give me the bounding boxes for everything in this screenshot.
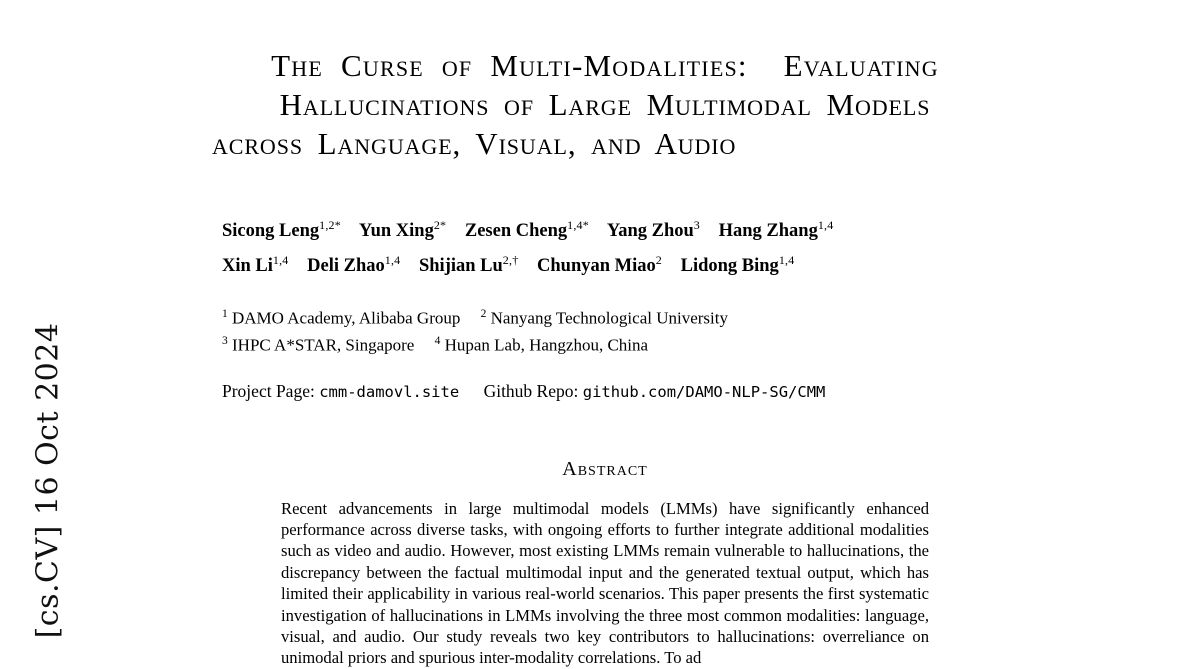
author-name: Xin Li <box>222 256 273 277</box>
abstract-body <box>281 498 929 669</box>
github-repo-label: Github Repo: <box>483 380 579 401</box>
page-title <box>210 46 1000 163</box>
arxiv-stamp <box>18 0 78 648</box>
affiliation-name: DAMO Academy, Alibaba Group <box>232 308 461 328</box>
author-affiliation-marker: 2,† <box>502 253 519 268</box>
affiliation-marker: 3 <box>222 334 228 347</box>
author-affiliation-marker: 1,4 <box>272 253 289 268</box>
affiliation-marker: 1 <box>222 308 228 321</box>
author-name: Zesen Cheng <box>464 221 568 242</box>
author-name: Yun Xing <box>358 221 434 242</box>
author-affiliation-marker: 2* <box>433 218 447 232</box>
arxiv-stamp-text: [cs.CV] 16 Oct 2024 <box>30 322 66 639</box>
author-name: Deli Zhao <box>307 256 385 277</box>
author-affiliation-marker: 1,4 <box>778 253 795 268</box>
paper-page <box>210 0 1000 668</box>
author-name: Hang Zhang <box>718 221 818 242</box>
affiliation-name: Hupan Lab, Hangzhou, China <box>444 335 649 355</box>
author-name: Yang Zhou <box>606 221 694 242</box>
author-affiliation-marker: 3 <box>693 218 700 232</box>
affiliation-marker: 4 <box>434 334 441 347</box>
abstract-heading: Abstract <box>562 457 648 480</box>
github-repo-link[interactable]: github.com/DAMO-NLP-SG/CMM <box>582 382 826 401</box>
author-affiliation-marker: 2 <box>655 253 662 268</box>
affiliation-name: IHPC A*STAR, Singapore <box>232 335 415 355</box>
author-name: Sicong Leng <box>222 221 320 242</box>
author-name: Chunyan Miao <box>537 256 656 277</box>
affiliation-list <box>210 303 1000 356</box>
title-line-2: Hallucinations of Large Multimodal Models <box>279 87 931 122</box>
project-page-label: Project Page: <box>222 380 315 401</box>
project-page-link[interactable]: cmm-damovl.site <box>319 382 460 401</box>
title-line-3: across Language, Visual, and Audio <box>212 126 737 161</box>
author-list <box>210 211 1000 281</box>
author-affiliation-marker: 1,2* <box>319 218 341 232</box>
resource-links <box>210 381 1000 402</box>
author-name: Lidong Bing <box>680 256 779 277</box>
author-name: Shijian Lu <box>418 256 503 277</box>
affiliation-marker: 2 <box>480 308 487 321</box>
abstract-paragraph: Recent advancements in large multimodal models (LMMs) have significantly enhanced performance across diverse tasks, with ongoing efforts to further integrate additional modalities such as video and audio. However, most existing LMMs remain vulnerable to hallucinations, the discrepancy between the factual multimodal input and the generated textual output, which has limited their applicability in various real-world scenarios. This paper presents the first systematic investigation of hallucinations in LMMs involving the three most common modalities: language, visual, and audio. Our study reveals two key contributors to hallucinations: overreliance on unimodal priors and spurious inter-modality correlations. To ad <box>281 498 929 668</box>
author-affiliation-marker: 1,4* <box>567 218 589 232</box>
author-affiliation-marker: 1,4 <box>817 218 834 232</box>
author-affiliation-marker: 1,4 <box>384 253 401 268</box>
affiliation-name: Nanyang Technological University <box>490 308 728 328</box>
title-line-1: The Curse of Multi-Modalities: Evaluating <box>271 48 939 83</box>
